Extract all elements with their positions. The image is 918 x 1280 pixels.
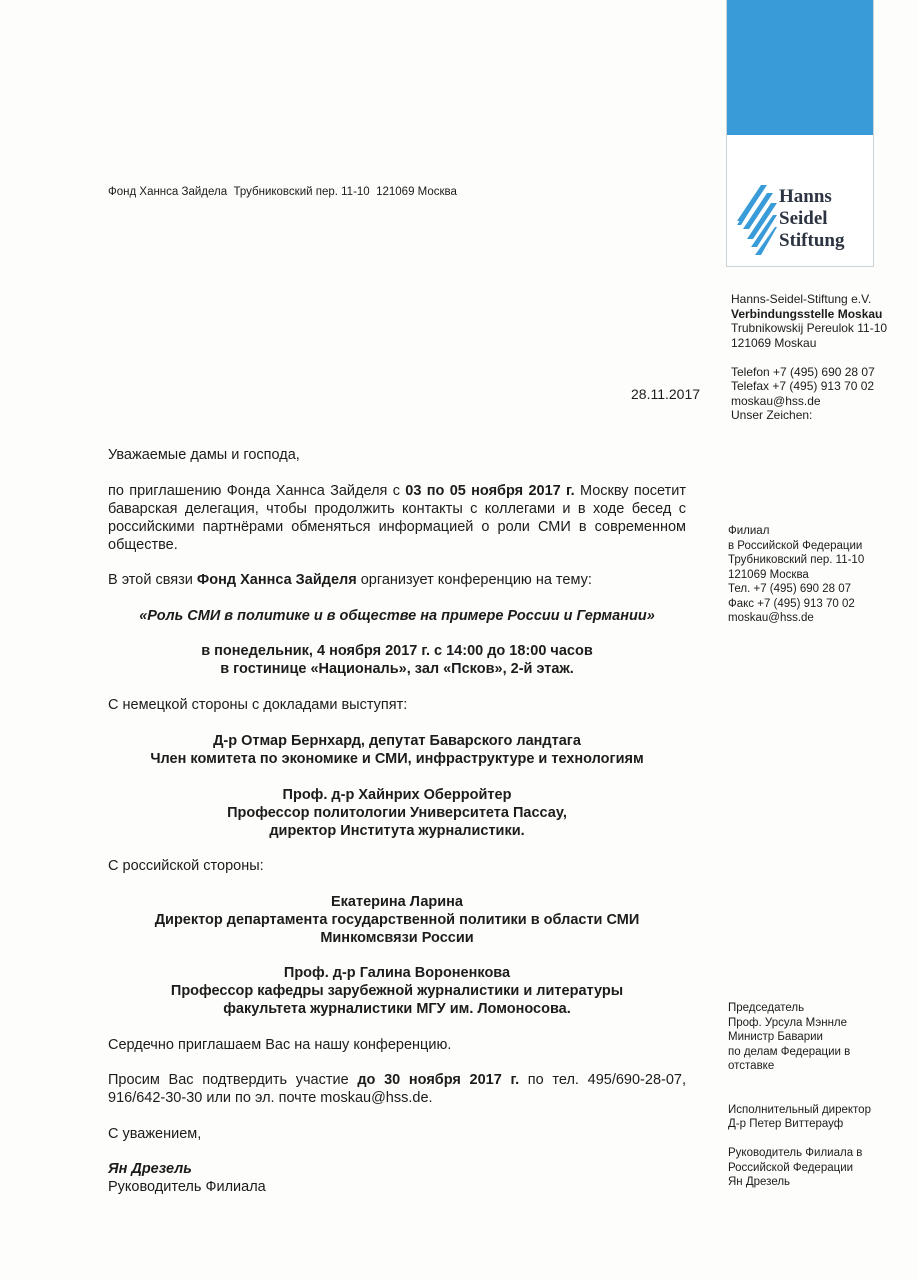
logo-word-hanns: Hanns [779, 186, 832, 207]
visit-dates: 03 по 05 ноября 2017 г. [405, 483, 575, 499]
logo-word-stiftung: Stiftung [779, 230, 845, 251]
speaker-2-name: Проф. д-р Хайнрих Оберройтер [282, 787, 512, 803]
speaker-3-name: Екатерина Ларина [331, 894, 463, 910]
russian-side-intro: С российской стороны: [108, 858, 264, 874]
rsvp-deadline: до 30 ноября 2017 г. [357, 1072, 520, 1088]
german-side-intro: С немецкой стороны с докладами выступят: [108, 697, 408, 713]
branch-line: moskau@hss.de [728, 612, 814, 624]
branch-line: Филиал [728, 525, 770, 537]
contact-fax: Telefax +7 (495) 913 70 02 [731, 379, 875, 393]
rsvp-paragraph: Просим Вас подтвердить участие до 30 ноября 2017 г. по тел. 495/690-28-07, 916/642-30-30 или по эл. почте moskau@hss.de. [108, 1072, 686, 1106]
logo-wordmark [779, 186, 844, 252]
board-line: Министр Баварии [728, 1031, 823, 1043]
speaker-4-name: Проф. д-р Галина Вороненкова [283, 965, 511, 981]
branch-block-ru [728, 524, 864, 626]
contact-phone: Telefon +7 (495) 690 28 07 [731, 364, 875, 379]
board-line: Исполнительный директор [728, 1103, 871, 1116]
speaker-1-role: Член комитета по экономике и СМИ, инфраструктуре и технологиям [150, 751, 644, 767]
logo-blue-band [727, 0, 873, 135]
contact-ref: Unser Zeichen: [731, 408, 813, 422]
board-line: отставке [728, 1060, 775, 1072]
contact-email: moskau@hss.de [731, 393, 821, 408]
branch-line: Факс +7 (495) 913 70 02 [728, 597, 855, 610]
speaker-2-role-2: директор Института журналистики. [269, 823, 525, 839]
branch-line: Трубниковский пер. 11-10 [728, 554, 865, 566]
closing: С уважением, [108, 1126, 202, 1142]
board-line [728, 1074, 871, 1089]
contact-city: 121069 Moskau [731, 335, 817, 350]
conference-where: в гостинице «Националь», зал «Псков», 2-й этаж. [220, 661, 574, 677]
sender-address-line: Фонд Ханнса Зайдела Трубниковский пер. 11-10 121069 Москва [108, 186, 457, 198]
board-line [728, 1088, 871, 1103]
contact-street: Trubnikowskij Pereulok 11-10 [731, 321, 888, 335]
board-line: Проф. Урсула Мэннле [728, 1016, 848, 1029]
board-line: Ян Дрезель [728, 1176, 791, 1188]
board-line: Д-р Петер Виттерауф [728, 1118, 844, 1130]
board-line: по делам Федерации в [728, 1045, 851, 1058]
signer-name: Ян Дрезель [108, 1161, 192, 1177]
speaker-3-role-1: Директор департамента государственной политики в области СМИ [154, 912, 640, 928]
contact-office: Verbindungsstelle Moskau [731, 306, 883, 321]
board-line [728, 1132, 871, 1147]
board-line: Председатель [728, 1002, 805, 1014]
branch-line: 121069 Москва [728, 568, 809, 581]
paragraph-organizer: В этой связи Фонд Ханнса Зайделя организует конференцию на тему: [108, 572, 592, 588]
signer-title: Руководитель Филиала [108, 1179, 266, 1195]
conference-topic: «Роль СМИ в политике и в обществе на примере России и Германии» [139, 608, 655, 624]
hss-logo-icon [737, 185, 777, 257]
branch-line: Тел. +7 (495) 690 28 07 [728, 583, 852, 595]
letter-date: 28.11.2017 [631, 386, 701, 402]
logo-word-seidel: Seidel [779, 208, 828, 229]
board-line: Руководитель Филиала в [728, 1147, 863, 1159]
contact-org: Hanns-Seidel-Stiftung e.V. [731, 292, 872, 306]
board-block [728, 1001, 871, 1190]
speaker-4-role-2: факультета журналистики МГУ им. Ломоносова. [223, 1001, 571, 1017]
salutation: Уважаемые дамы и господа, [108, 447, 300, 463]
speaker-2-role-1: Профессор политологии Университета Пассау, [227, 805, 567, 821]
organizer-name: Фонд Ханнса Зайделя [196, 572, 357, 588]
conference-when: в понедельник, 4 ноября 2017 г. с 14:00 до 18:00 часов [201, 643, 593, 659]
speaker-3-role-2: Минкомсвязи России [320, 930, 474, 946]
logo-block [726, 0, 874, 267]
speaker-1-name: Д-р Отмар Бернхард, депутат Баварского ландтага [213, 733, 581, 749]
speaker-4-role-1: Профессор кафедры зарубежной журналистики и литературы [170, 983, 624, 999]
board-line: Российской Федерации [728, 1161, 854, 1174]
paragraph-intro: по приглашению Фонда Ханнса Зайделя с 03 по 05 ноября 2017 г. Москву посетит баварская делегация, чтобы продолжить контакты с коллегами и в ходе бесед с российскими партнёрами обменяться информацией о роли СМИ в современном обществе. [108, 483, 686, 553]
branch-line: в Российской Федерации [728, 539, 863, 552]
contact-block-de [731, 292, 887, 423]
invitation-line: Сердечно приглашаем Вас на нашу конференцию. [108, 1037, 452, 1053]
